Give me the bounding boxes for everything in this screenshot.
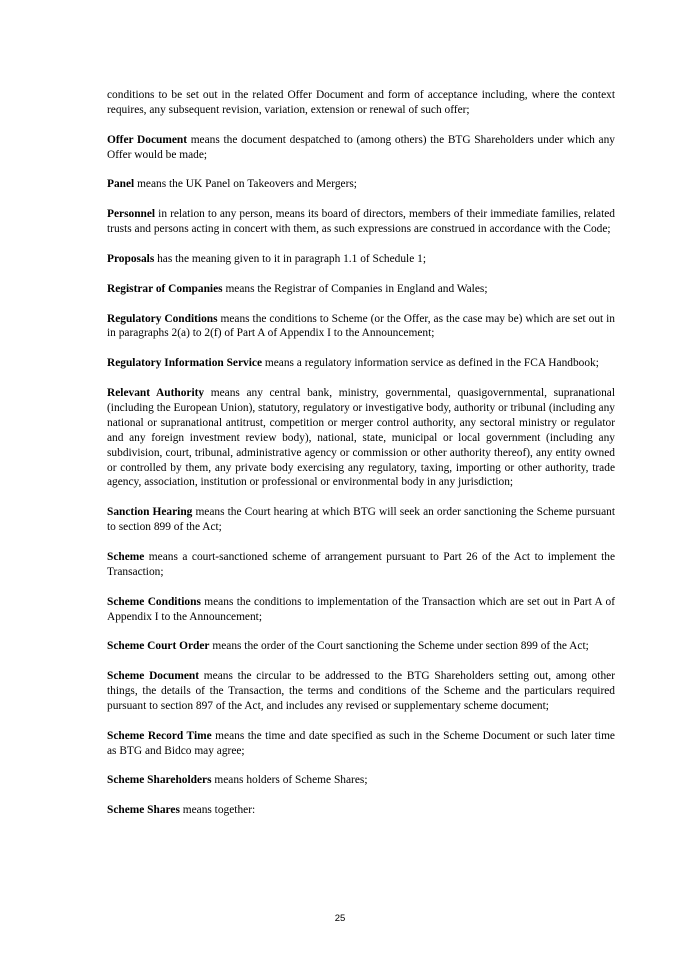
definition-text: means any central bank, ministry, governmental, quasigovernmental, supranational (including the European Union), statutory, regulatory or investigative body, authority or tribunal (including any national or supranational antitrust, competition or merger control authority, any sectoral ministry or regulator and any foreign investment review body), national, state, municipal or local government (including any subdivision, court, tribunal, administrative agency or commission or other authority thereof), any entity owned or controlled by them, any private body exercising any regulatory, taxing, importing or other authority, trade agency, association, institution or professional or environmental body in any jurisdiction; [107,387,615,489]
definition-text: means holders of Scheme Shares; [211,774,368,787]
definition-scheme [107,550,615,580]
definition-term: Scheme Document [107,670,200,683]
definition-term: Personnel [107,208,156,221]
definition-text: means together: [179,804,256,817]
definition-term: Scheme Court Order [107,640,210,653]
definition-text: means a regulatory information service as defined in the FCA Handbook; [262,357,599,370]
definition-text: means the circular to be addressed to the BTG Shareholders setting out, among other things, the details of the Transaction, the terms and conditions of the Scheme and the particulars required pursuant to section 897 of the Act, and includes any revised or supplementary scheme document; [107,670,615,712]
definition-text: means the Registrar of Companies in England and Wales; [222,282,488,295]
definition-relevant-authority [107,386,615,490]
definition-scheme-conditions [107,595,615,625]
page-number: 25 [334,913,346,924]
definition-scheme-shareholders [107,773,615,788]
definition-registrar-of-companies [107,282,615,297]
definition-term: Scheme Shares [107,804,180,817]
definition-offer-document [107,133,615,163]
definition-text: conditions to be set out in the related Offer Document and form of acceptance including, where the context requires, any subsequent revision, variation, extension or renewal of such offer; [107,89,615,116]
definition-term: Scheme Conditions [107,595,201,608]
definition-text: in relation to any person, means its board of directors, members of their immediate families, related trusts and persons acting in concert with them, as such expressions are construed in accordance with the Code; [107,208,615,236]
definition-text: means the Court hearing at which BTG will seek an order sanctioning the Scheme pursuant to section 899 of the Act; [107,506,615,534]
definition-scheme-court-order [107,639,615,654]
definition-term: Regulatory Conditions [107,312,218,325]
definition-scheme-document [107,669,615,714]
definition-term: Regulatory Information Service [107,357,263,370]
definition-term: Scheme [107,550,145,563]
definition-text: means the time and date specified as such in the Scheme Document or such later time as BTG and Bidco may agree; [107,729,615,757]
definition-text: means the document despatched to (among others) the BTG Shareholders under which any Offer would be made; [107,133,615,161]
definition-term: Sanction Hearing [107,506,193,519]
definition-text: means a court-sanctioned scheme of arrangement pursuant to Part 26 of the Act to implement the Transaction; [107,550,615,578]
definition-scheme-record-time [107,729,615,759]
definition-term: Relevant Authority [107,387,205,399]
definition-term: Registrar of Companies [107,282,223,295]
definition-term: Scheme Record Time [107,729,212,742]
document-body [107,88,615,833]
definition-personnel [107,207,615,237]
definition-term: Scheme Shareholders [107,774,212,787]
definition-regulatory-conditions [107,312,615,342]
definition-term: Offer Document [107,133,188,146]
definition-regulatory-information-service [107,356,615,371]
definition-sanction-hearing [107,505,615,535]
definition-scheme-shares [107,803,615,818]
definition-paragraph-continuation [107,88,615,118]
definition-term: Proposals [107,252,155,265]
definition-proposals [107,252,615,267]
definition-text: means the order of the Court sanctioning the Scheme under section 899 of the Act; [209,640,589,653]
definition-term: Panel [107,178,135,191]
definition-text: has the meaning given to it in paragraph 1.1 of Schedule 1; [154,252,426,265]
definition-text: means the conditions to Scheme (or the Offer, as the case may be) which are set out in in paragraphs 2(a) to 2(f) of Part A of Appendix I to the Announcement; [107,312,616,340]
definition-text: means the UK Panel on Takeovers and Mergers; [134,178,357,191]
definition-panel [107,177,615,192]
definition-text: means the conditions to implementation of the Transaction which are set out in Part A of Appendix I to the Announcement; [107,595,615,623]
